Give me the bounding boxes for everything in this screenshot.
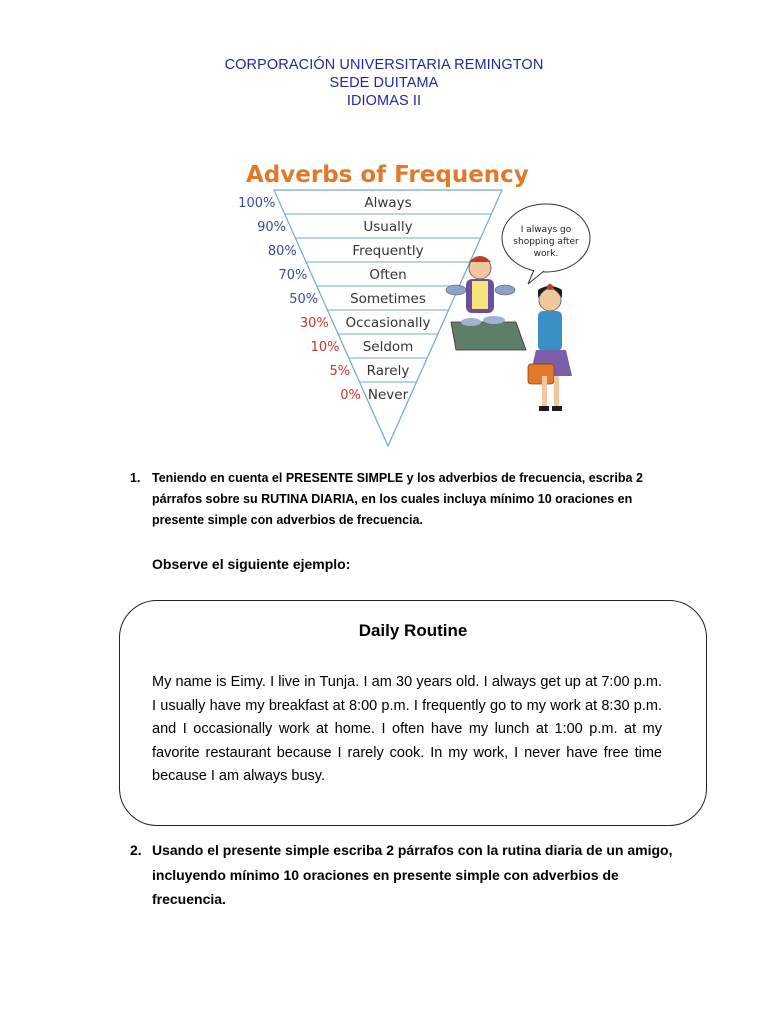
percent-label: 30%: [299, 316, 329, 331]
percent-label: 70%: [278, 268, 308, 283]
question-2: [130, 838, 690, 912]
adverb-label: Seldom: [362, 339, 414, 355]
adverb-label: Rarely: [366, 363, 410, 379]
adverb-label: Usually: [363, 219, 413, 235]
speech-bubble-line-1: I always go: [520, 225, 572, 235]
adverb-label: Frequently: [352, 243, 424, 259]
adverb-label: Sometimes: [350, 291, 426, 307]
figure-title: Adverbs of Frequency: [246, 162, 529, 188]
adverb-label: Often: [369, 267, 407, 283]
percent-label: 50%: [289, 292, 319, 307]
percent-label: 80%: [267, 244, 297, 259]
document-header: [0, 56, 768, 110]
frequency-pyramid-illustration: [216, 150, 596, 450]
question-1-number: 1.: [130, 471, 141, 485]
campus-name: SEDE DUITAMA: [329, 75, 439, 91]
adverb-label: Occasionally: [345, 315, 431, 331]
girl-shopper-illustration: [528, 284, 572, 411]
speech-bubble-line-2: shopping after: [513, 237, 579, 247]
percent-label: 10%: [310, 340, 340, 355]
question-1: [130, 468, 670, 531]
adverb-label: Never: [367, 387, 409, 403]
speech-bubble-tail: [528, 270, 544, 284]
percent-label: 5%: [329, 364, 351, 379]
observe-example-heading: Observe el siguiente ejemplo:: [152, 556, 351, 572]
question-2-number: 2.: [130, 842, 142, 858]
adverbs-of-frequency-figure: [216, 150, 596, 455]
course-name: IDIOMAS II: [346, 93, 422, 109]
example-box: [119, 600, 707, 826]
adverb-label: Always: [364, 195, 412, 211]
example-body: My name is Eimy. I live in Tunja. I am 30 years old. I always get up at 7:00 p.m. I usually have my breakfast at 8:00 p.m. I frequently go to my work at 8:30 p.m. and I occasionally work at home. I often have my lunch at 1:00 p.m. at my favorite restaurant because I rarely cook. In my work, I never have free time because I am always busy.: [152, 674, 662, 784]
speech-bubble-line-3: work.: [533, 249, 559, 259]
percent-label: 90%: [257, 220, 287, 235]
percent-label: 100%: [238, 196, 276, 211]
institution-name: CORPORACIÓN UNIVERSITARIA REMINGTON: [224, 57, 544, 73]
question-1-text: Teniendo en cuenta el PRESENTE SIMPLE y los adverbios de frecuencia, escriba 2 párrafos sobre su RUTINA DIARIA, en los cuales incluya mínimo 10 oraciones en presente simple con adverbios de frecuencia.: [152, 471, 643, 527]
question-2-text: Usando el presente simple escriba 2 párrafos con la rutina diaria de un amigo, incluyendo mínimo 10 oraciones en presente simple con adverbios de frecuencia.: [152, 842, 673, 907]
example-title: Daily Routine: [358, 621, 468, 640]
percent-label: 0%: [340, 388, 361, 403]
